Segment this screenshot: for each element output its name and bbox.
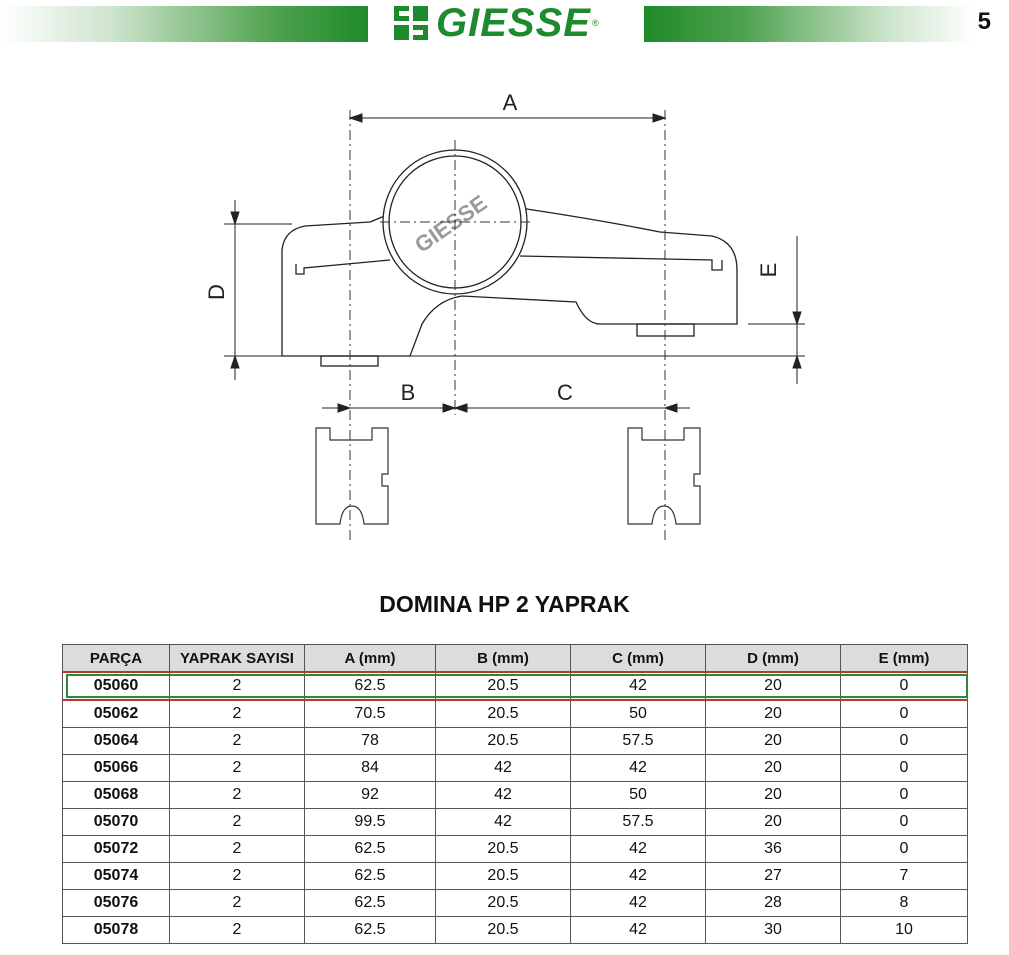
cell-c: 57.5 <box>571 809 706 836</box>
cell-d: 20 <box>706 809 841 836</box>
table-row[interactable] <box>63 917 968 944</box>
col-header-b: B (mm) <box>436 645 571 673</box>
left-slot <box>296 260 390 274</box>
cell-c: 42 <box>571 755 706 782</box>
cell-c: 50 <box>571 782 706 809</box>
cell-leaf-count: 2 <box>170 672 305 700</box>
rail-profile-right <box>628 428 700 524</box>
cell-leaf-count: 2 <box>170 917 305 944</box>
table-row[interactable] <box>63 672 968 700</box>
cell-leaf-count: 2 <box>170 755 305 782</box>
table-row[interactable] <box>63 700 968 728</box>
cell-a: 78 <box>305 728 436 755</box>
table-row[interactable] <box>63 728 968 755</box>
header-gradient-left <box>0 6 368 42</box>
table-row[interactable] <box>63 836 968 863</box>
cell-part: 05072 <box>63 836 170 863</box>
cell-leaf-count: 2 <box>170 809 305 836</box>
page-number: 5 <box>977 8 991 35</box>
cell-e: 0 <box>841 836 968 863</box>
table-row[interactable] <box>63 755 968 782</box>
table-row[interactable] <box>63 863 968 890</box>
registered-mark: ® <box>591 18 599 28</box>
cell-a: 62.5 <box>305 890 436 917</box>
cell-d: 20 <box>706 782 841 809</box>
cell-leaf-count: 2 <box>170 836 305 863</box>
col-header-c: C (mm) <box>571 645 706 673</box>
cell-e: 0 <box>841 782 968 809</box>
cell-e: 10 <box>841 917 968 944</box>
product-title: DOMINA HP 2 YAPRAK <box>379 591 630 617</box>
cell-a: 70.5 <box>305 700 436 728</box>
col-header-e: E (mm) <box>841 645 968 673</box>
cell-c: 42 <box>571 890 706 917</box>
cell-part: 05076 <box>63 890 170 917</box>
cell-leaf-count: 2 <box>170 700 305 728</box>
cell-e: 0 <box>841 672 968 700</box>
cell-b: 20.5 <box>436 700 571 728</box>
dim-label-e: E <box>756 262 781 278</box>
cell-b: 20.5 <box>436 917 571 944</box>
cell-b: 42 <box>436 782 571 809</box>
table-row[interactable] <box>63 890 968 917</box>
table-row[interactable] <box>63 782 968 809</box>
technical-drawing <box>0 60 1009 560</box>
cell-part: 05074 <box>63 863 170 890</box>
header-gradient-right <box>644 6 974 42</box>
cell-a: 62.5 <box>305 672 436 700</box>
cell-part: 05066 <box>63 755 170 782</box>
brand-name: GIESSE <box>436 1 591 45</box>
cell-d: 20 <box>706 672 841 700</box>
spec-table <box>62 644 968 944</box>
col-header-leaf-count: YAPRAK SAYISI <box>170 645 305 673</box>
cell-b: 20.5 <box>436 728 571 755</box>
cell-part: 05070 <box>63 809 170 836</box>
cell-e: 0 <box>841 728 968 755</box>
page-header <box>0 0 1009 48</box>
cap-logo-text: GIESSE <box>409 190 492 258</box>
cell-a: 92 <box>305 782 436 809</box>
cell-d: 27 <box>706 863 841 890</box>
cell-a: 84 <box>305 755 436 782</box>
cell-part: 05064 <box>63 728 170 755</box>
cell-e: 0 <box>841 755 968 782</box>
cell-d: 30 <box>706 917 841 944</box>
cell-a: 62.5 <box>305 863 436 890</box>
cell-d: 20 <box>706 755 841 782</box>
cell-c: 57.5 <box>571 728 706 755</box>
col-header-d: D (mm) <box>706 645 841 673</box>
cell-d: 36 <box>706 836 841 863</box>
cell-leaf-count: 2 <box>170 782 305 809</box>
col-header-a: A (mm) <box>305 645 436 673</box>
col-header-part: PARÇA <box>63 645 170 673</box>
cell-a: 62.5 <box>305 917 436 944</box>
cell-b: 20.5 <box>436 890 571 917</box>
cell-c: 42 <box>571 836 706 863</box>
cell-b: 20.5 <box>436 863 571 890</box>
right-slot <box>520 256 722 270</box>
table-header-row <box>63 645 968 673</box>
cell-e: 0 <box>841 700 968 728</box>
cell-d: 28 <box>706 890 841 917</box>
cell-a: 62.5 <box>305 836 436 863</box>
dim-label-b: B <box>400 380 416 405</box>
cell-c: 42 <box>571 672 706 700</box>
dim-label-d: D <box>204 284 229 300</box>
dim-label-a: A <box>502 90 518 115</box>
cell-leaf-count: 2 <box>170 728 305 755</box>
table-row[interactable] <box>63 809 968 836</box>
cell-d: 20 <box>706 728 841 755</box>
cell-leaf-count: 2 <box>170 863 305 890</box>
cell-part: 05060 <box>63 672 170 700</box>
cell-part: 05078 <box>63 917 170 944</box>
rail-profile-left <box>316 428 388 524</box>
cell-b: 42 <box>436 755 571 782</box>
cell-part: 05062 <box>63 700 170 728</box>
cell-a: 99.5 <box>305 809 436 836</box>
cell-d: 20 <box>706 700 841 728</box>
cell-b: 20.5 <box>436 836 571 863</box>
cell-b: 20.5 <box>436 672 571 700</box>
cell-leaf-count: 2 <box>170 890 305 917</box>
cell-part: 05068 <box>63 782 170 809</box>
cell-e: 8 <box>841 890 968 917</box>
giesse-logo <box>392 2 599 44</box>
cell-b: 42 <box>436 809 571 836</box>
cell-e: 0 <box>841 809 968 836</box>
cell-e: 7 <box>841 863 968 890</box>
cell-c: 50 <box>571 700 706 728</box>
giesse-logo-icon <box>392 4 430 42</box>
dim-label-c: C <box>557 380 573 405</box>
cell-c: 42 <box>571 863 706 890</box>
cell-c: 42 <box>571 917 706 944</box>
